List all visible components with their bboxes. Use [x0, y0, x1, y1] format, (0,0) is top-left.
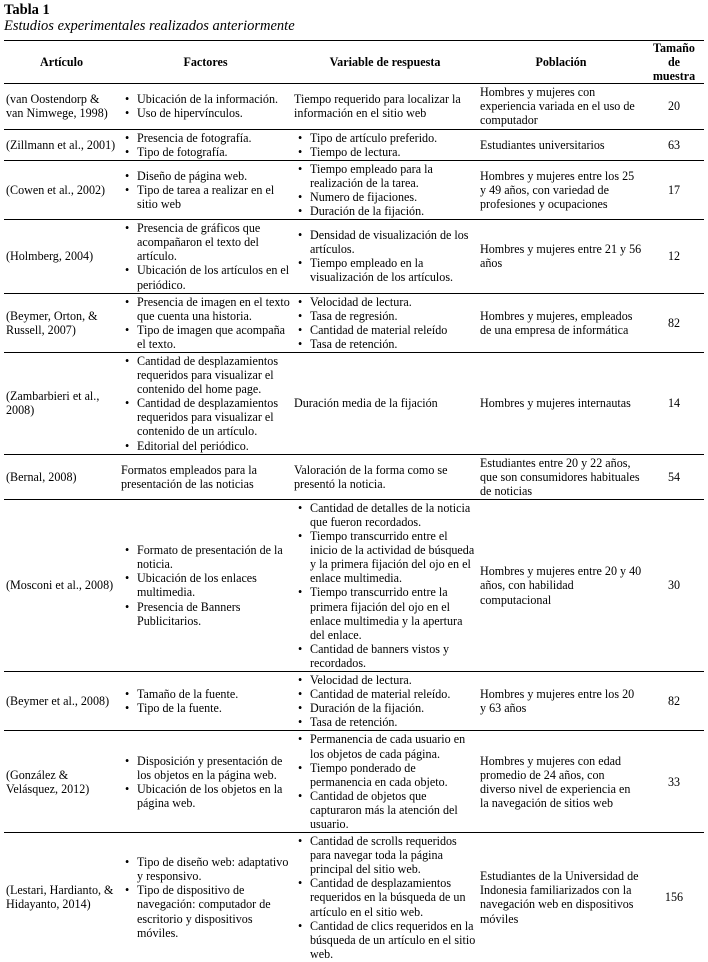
bullet-item: • Tipo de diseño web: adaptativo y responsivo.	[137, 855, 290, 883]
bullet-item: • Formato de presentación de la noticia.	[137, 543, 290, 571]
bullet-item: • Cantidad de material releído.	[310, 687, 476, 701]
cell-factors	[119, 293, 292, 352]
table-row	[4, 454, 704, 499]
header-response: Variable de respuesta	[329, 55, 441, 70]
cell-response	[292, 731, 478, 833]
header-article: Artículo	[40, 55, 83, 70]
cell-sample: 82	[667, 315, 681, 330]
cell-article: (Mosconi et al., 2008)	[6, 578, 114, 593]
cell-population: Hombres y mujeres entre 21 y 56 años	[480, 242, 642, 271]
cell-sample: 82	[667, 694, 681, 709]
bullet-item: • Tipo de dispositivo de navegación: computador de escritorio y dispositivos móviles.	[137, 883, 290, 939]
bullet-item: • Duración de la fijación.	[310, 204, 476, 218]
factors-list	[121, 92, 290, 120]
response-text: Duración media de la fijación	[294, 396, 438, 411]
bullet-item: • Tiempo de lectura.	[310, 145, 476, 159]
table-row	[4, 672, 704, 731]
bullet-item: • Cantidad de scrolls requeridos para navegar toda la página principal del sitio web.	[310, 834, 476, 876]
cell-sample: 54	[667, 469, 681, 484]
table-header-row	[4, 41, 704, 84]
cell-factors	[119, 454, 292, 499]
cell-population: Hombres y mujeres con experiencia variada en el uso de computador	[480, 85, 635, 128]
cell-sample: 17	[667, 182, 681, 197]
cell-sample: 63	[667, 137, 681, 152]
bullet-item: • Cantidad de banners vistos y recordados.	[310, 642, 476, 670]
cell-article: (Beymer et al., 2008)	[6, 694, 110, 709]
response-list	[294, 732, 476, 831]
cell-factors	[119, 129, 292, 160]
cell-article: (Holmberg, 2004)	[6, 249, 94, 264]
cell-article: (van Oostendorp & van Nimwege, 1998)	[6, 92, 108, 121]
cell-population: Hombres y mujeres internautas	[480, 396, 631, 411]
cell-response	[292, 499, 478, 671]
response-list	[294, 228, 476, 284]
bullet-item: • Densidad de visualización de los artículos.	[310, 228, 476, 256]
cell-sample: 30	[667, 578, 681, 593]
bullet-item: • Cantidad de desplazamientos requeridos para visualizar el contenido de un artículo.	[137, 396, 290, 438]
cell-population: Estudiantes universitarios	[480, 137, 605, 152]
bullet-item: • Tamaño de la fuente.	[137, 687, 290, 701]
cell-response	[292, 454, 478, 499]
cell-factors	[119, 672, 292, 731]
factors-list	[121, 131, 290, 159]
bullet-item: • Numero de fijaciones.	[310, 190, 476, 204]
cell-response	[292, 352, 478, 454]
cell-response	[292, 220, 478, 293]
bullet-item: • Velocidad de lectura.	[310, 673, 476, 687]
cell-response	[292, 833, 478, 962]
header-sample: Tamaño de muestra	[652, 41, 696, 84]
table-row	[4, 833, 704, 962]
bullet-item: • Tipo de la fuente.	[137, 701, 290, 715]
cell-population: Hombres y mujeres entre los 25 y 49 años, con variedad de profesiones y ocupaciones	[480, 168, 635, 211]
bullet-item: • Tipo de fotografía.	[137, 145, 290, 159]
factors-list	[121, 221, 290, 291]
table-row	[4, 731, 704, 833]
header-population: Población	[535, 55, 587, 70]
response-text: Tiempo requerido para localizar la información en el sitio web	[294, 92, 461, 121]
cell-article: (Lestari, Hardianto, & Hidayanto, 2014)	[6, 883, 114, 912]
response-list	[294, 673, 476, 729]
cell-sample: 12	[667, 249, 681, 264]
bullet-item: • Tiempo transcurrido entre la primera fijación del ojo en el enlace multimedia y la apertura del enlace.	[310, 585, 476, 641]
cell-factors	[119, 499, 292, 671]
response-text: Valoración de la forma como se presentó la noticia.	[294, 462, 448, 491]
header-factors: Factores	[183, 55, 228, 70]
bullet-item: • Presencia de gráficos que acompañaron el texto del artículo.	[137, 221, 290, 263]
cell-population: Hombres y mujeres con edad promedio de 24 años, con diverso nivel de experiencia en la navegación de sitios web	[480, 753, 631, 810]
cell-article: (Beymer, Orton, & Russell, 2007)	[6, 308, 98, 337]
factors-list	[121, 354, 290, 453]
bullet-item: • Cantidad de material releído	[310, 323, 476, 337]
factors-list	[121, 855, 290, 940]
bullet-item: • Cantidad de desplazamientos requeridos para visualizar el contenido del home page.	[137, 354, 290, 396]
bullet-item: • Ubicación de la información.	[137, 92, 290, 106]
cell-response	[292, 160, 478, 219]
bullet-item: • Tipo de tarea a realizar en el sitio web	[137, 183, 290, 211]
cell-article: (Bernal, 2008)	[6, 469, 77, 484]
factors-list	[121, 687, 290, 715]
bullet-item: • Tiempo empleado para la realización de la tarea.	[310, 162, 476, 190]
cell-sample: 33	[667, 774, 681, 789]
cell-response	[292, 293, 478, 352]
bullet-item: • Editorial del periódico.	[137, 439, 290, 453]
bullet-item: • Tiempo ponderado de permanencia en cada objeto.	[310, 761, 476, 789]
table-row	[4, 293, 704, 352]
table-caption: Estudios experimentales realizados anteriormente	[4, 18, 295, 34]
table-row	[4, 160, 704, 219]
table-body	[4, 84, 704, 962]
cell-article: (Cowen et al., 2002)	[6, 182, 106, 197]
response-list	[294, 295, 476, 351]
bullet-item: • Presencia de Banners Publicitarios.	[137, 600, 290, 628]
bullet-item: • Cantidad de desplazamientos requeridos en la búsqueda de un artículo en el sitio web.	[310, 876, 476, 918]
bullet-item: • Cantidad de clics requeridos en la búsqueda de un artículo en el sitio web.	[310, 919, 476, 961]
cell-response	[292, 84, 478, 129]
cell-factors	[119, 833, 292, 962]
factors-list	[121, 543, 290, 628]
bullet-item: • Diseño de página web.	[137, 169, 290, 183]
studies-table	[4, 40, 704, 962]
bullet-item: • Tasa de regresión.	[310, 309, 476, 323]
table-row	[4, 499, 704, 671]
factors-list	[121, 295, 290, 351]
bullet-item: • Cantidad de objetos que capturaron más la atención del usuario.	[310, 789, 476, 831]
cell-article: (González & Velásquez, 2012)	[6, 767, 90, 796]
response-list	[294, 834, 476, 961]
factors-list	[121, 754, 290, 810]
bullet-item: • Tasa de retención.	[310, 337, 476, 351]
response-list	[294, 501, 476, 670]
cell-factors	[119, 84, 292, 129]
bullet-item: • Tipo de artículo preferido.	[310, 131, 476, 145]
bullet-item: • Ubicación de los enlaces multimedia.	[137, 571, 290, 599]
bullet-item: • Ubicación de los objetos en la página web.	[137, 782, 290, 810]
bullet-item: • Tiempo empleado en la visualización de los artículos.	[310, 256, 476, 284]
cell-population: Hombres y mujeres entre 20 y 40 años, con habilidad computacional	[480, 564, 642, 607]
bullet-item: • Presencia de imagen en el texto que cuenta una historia.	[137, 295, 290, 323]
cell-factors	[119, 731, 292, 833]
cell-sample: 14	[667, 396, 681, 411]
cell-sample: 156	[664, 890, 684, 905]
table-row	[4, 129, 704, 160]
cell-article: (Zillmann et al., 2001)	[6, 137, 116, 152]
cell-article: (Zambarbieri et al., 2008)	[6, 389, 100, 418]
table-row	[4, 84, 704, 129]
table-number: Tabla 1	[4, 2, 50, 18]
cell-population: Hombres y mujeres entre los 20 y 63 años	[480, 687, 635, 716]
cell-response	[292, 672, 478, 731]
bullet-item: • Tasa de retención.	[310, 715, 476, 729]
factors-list	[121, 169, 290, 211]
bullet-item: • Permanencia de cada usuario en los objetos de cada página.	[310, 732, 476, 760]
table-row	[4, 220, 704, 293]
cell-population: Hombres y mujeres, empleados de una empresa de informática	[480, 308, 633, 337]
bullet-item: • Ubicación de los artículos en el periódico.	[137, 263, 290, 291]
cell-population: Estudiantes de la Universidad de Indonesia familiarizados con la navegación web en dispositivos móviles	[480, 869, 639, 926]
response-list	[294, 131, 476, 159]
cell-sample: 20	[667, 99, 681, 114]
table-row	[4, 352, 704, 454]
bullet-item: • Tipo de imagen que acompaña el texto.	[137, 323, 290, 351]
cell-factors	[119, 160, 292, 219]
bullet-item: • Disposición y presentación de los objetos en la página web.	[137, 754, 290, 782]
cell-population: Estudiantes entre 20 y 22 años, que son consumidores habituales de noticias	[480, 455, 640, 498]
cell-factors	[119, 352, 292, 454]
bullet-item: • Presencia de fotografía.	[137, 131, 290, 145]
cell-factors	[119, 220, 292, 293]
cell-response	[292, 129, 478, 160]
bullet-item: • Uso de hipervínculos.	[137, 106, 290, 120]
factors-text: Formatos empleados para la presentación de las noticias	[121, 462, 258, 491]
bullet-item: • Duración de la fijación.	[310, 701, 476, 715]
bullet-item: • Tiempo transcurrido entre el inicio de la actividad de búsqueda y la primera fijación del ojo en el enlace multimedia.	[310, 529, 476, 585]
bullet-item: • Cantidad de detalles de la noticia que fueron recordados.	[310, 501, 476, 529]
bullet-item: • Velocidad de lectura.	[310, 295, 476, 309]
response-list	[294, 162, 476, 218]
